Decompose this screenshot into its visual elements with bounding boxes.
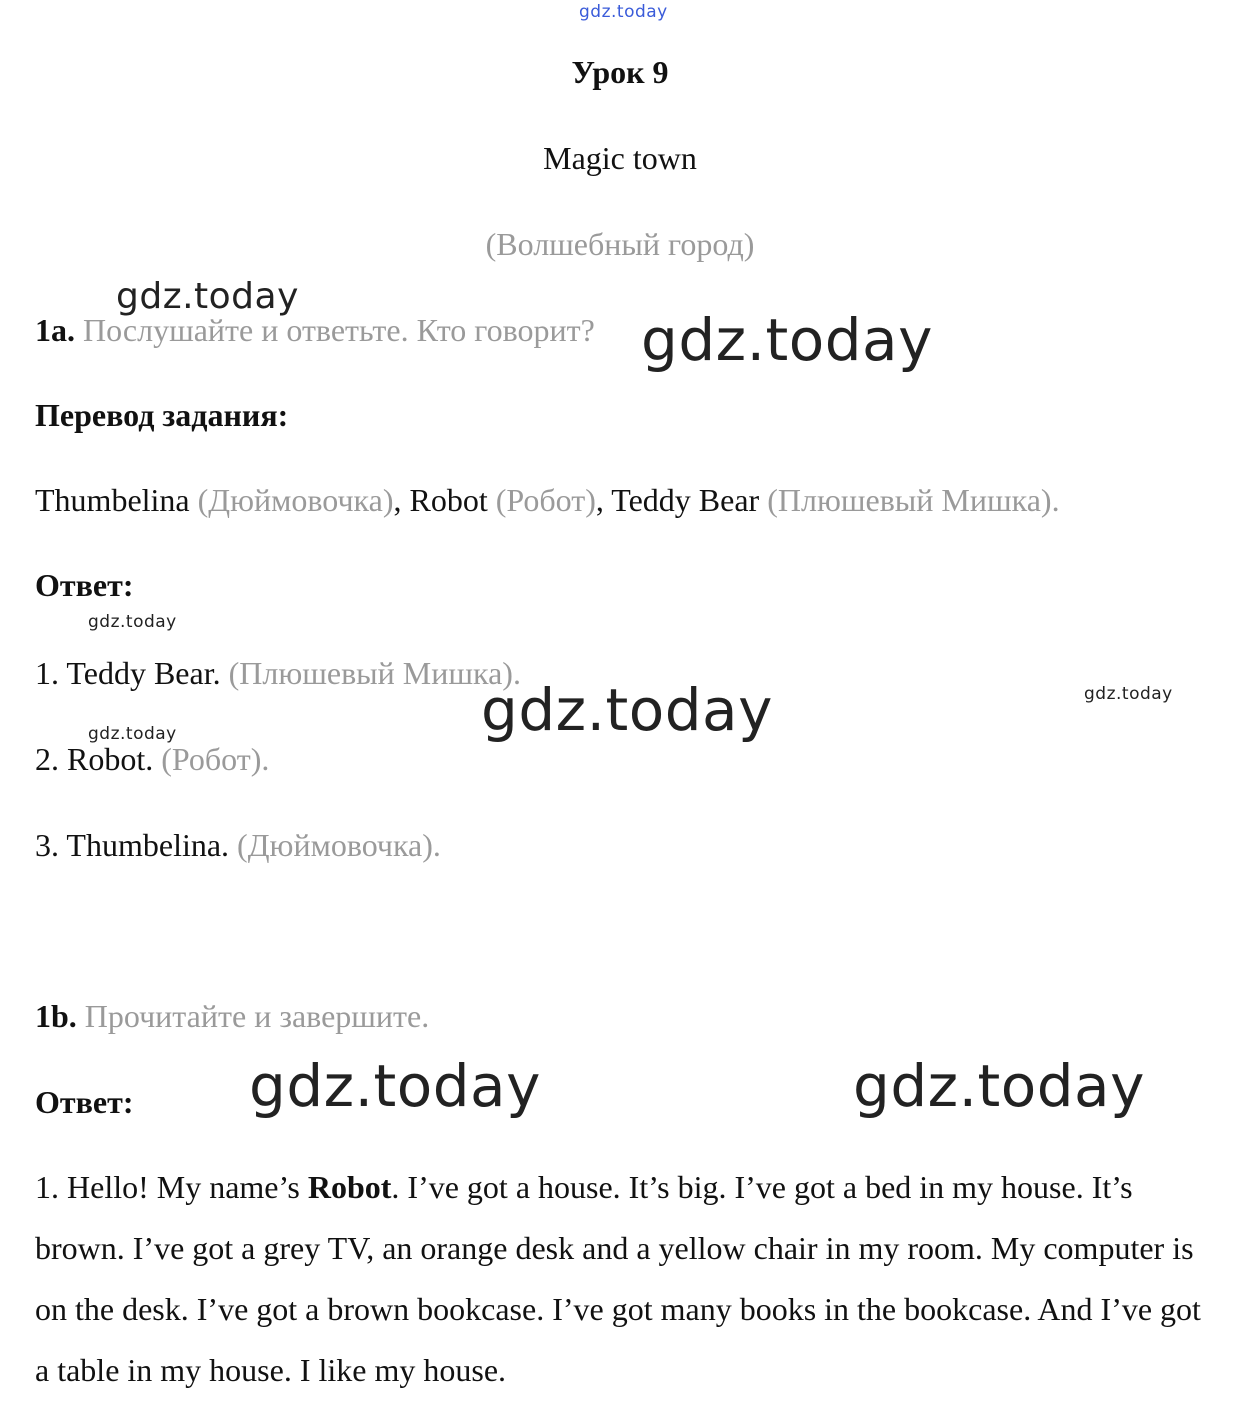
- answer-en: 2. Robot.: [35, 741, 154, 777]
- watermark: gdz.today: [1084, 684, 1173, 704]
- answer-en: 1. Teddy Bear.: [35, 655, 221, 691]
- watermark: gdz.today: [853, 1052, 1145, 1120]
- watermark: gdz.today: [641, 306, 933, 374]
- paragraph-text: 1. Hello! My name’s: [35, 1169, 308, 1205]
- answer-item: [35, 741, 269, 778]
- watermark-top: gdz.today: [579, 2, 668, 22]
- task-number: 1a.: [35, 312, 75, 348]
- task-1b-header: [35, 998, 429, 1035]
- translation-ru: (Дюймовочка): [189, 482, 394, 518]
- task-instruction: Прочитайте и завершите.: [84, 998, 430, 1034]
- task-instruction: Послушайте и ответьте. Кто говорит?: [83, 312, 595, 348]
- answer-paragraph: [35, 1157, 1215, 1401]
- translation-heading: Перевод задания:: [35, 397, 289, 433]
- translation-en: Robot: [409, 482, 488, 518]
- answer-item: [35, 655, 521, 692]
- translation-ru: (Робот): [487, 482, 596, 518]
- translation-line: [35, 482, 1060, 519]
- task-1a-header: [35, 312, 595, 349]
- task-number: 1b.: [35, 998, 77, 1034]
- translation-en: Thumbelina: [35, 482, 190, 518]
- answer-ru: (Плюшевый Мишка).: [220, 655, 521, 691]
- answer-heading: Ответ:: [35, 567, 134, 603]
- answer-ru: (Дюймовочка).: [229, 827, 441, 863]
- separator: ,: [393, 482, 410, 518]
- watermark: gdz.today: [88, 612, 177, 632]
- translation-ru: (Плюшевый Мишка).: [759, 482, 1060, 518]
- watermark: gdz.today: [88, 724, 177, 744]
- translation-en: Teddy Bear: [611, 482, 760, 518]
- lesson-topic: Magic town: [543, 140, 697, 176]
- watermark: gdz.today: [249, 1052, 541, 1120]
- lesson-title: Урок 9: [571, 54, 669, 90]
- paragraph-text: . I’ve got a house. It’s big. I’ve got a bed in my house. It’s brown. I’ve got a grey TV, an orange desk and a yellow chair in my room. My computer is on the desk. I’ve got a brown bookcase. I’ve got many books in the bookcase. And I’ve got a table in my house. I like my house.: [35, 1169, 1201, 1388]
- lesson-topic-translation: (Волшебный город): [485, 226, 755, 262]
- answer-en: 3. Thumbelina.: [35, 827, 230, 863]
- watermark: gdz.today: [116, 276, 299, 317]
- answer-item: [35, 827, 441, 864]
- watermark: gdz.today: [481, 676, 773, 744]
- paragraph-bold: Robot: [307, 1169, 392, 1205]
- answer-heading: Ответ:: [35, 1084, 134, 1120]
- answer-ru: (Робот).: [153, 741, 270, 777]
- separator: ,: [595, 482, 612, 518]
